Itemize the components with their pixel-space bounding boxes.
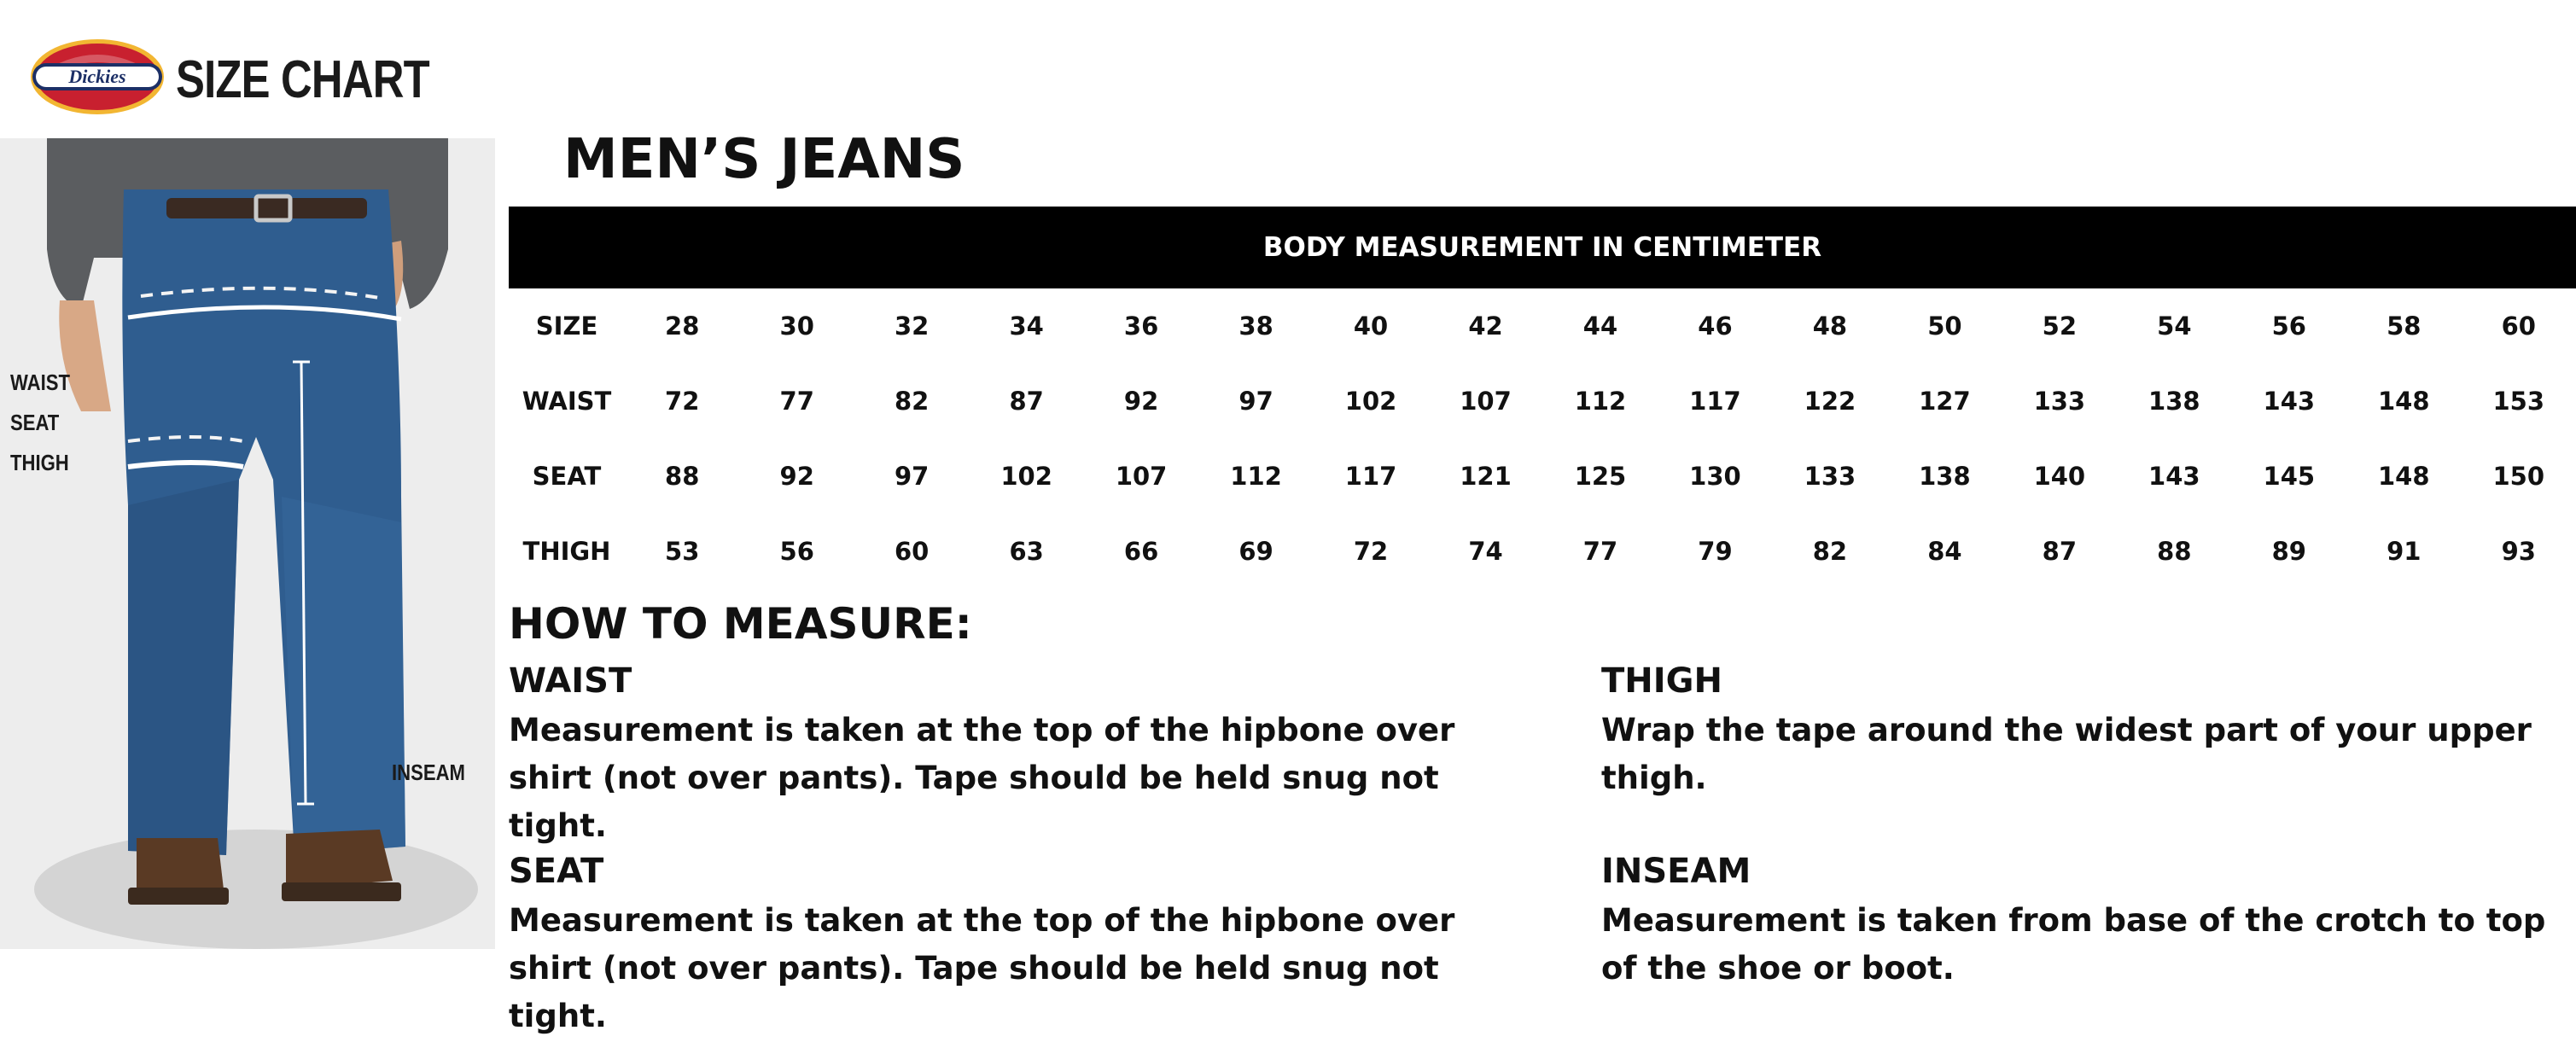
table-row: [509, 514, 2576, 589]
table-cell: 36: [1123, 311, 1159, 341]
table-cell: 88: [665, 462, 700, 491]
table-cell: 50: [1927, 311, 1962, 341]
table-header: BODY MEASUREMENT IN CENTIMETER: [509, 207, 2576, 288]
table-cell: 28: [665, 311, 700, 341]
dickies-logo-icon: [29, 38, 166, 116]
table-cell: 97: [894, 462, 930, 491]
table-cell: 117: [1344, 462, 1397, 491]
table-cell: 53: [665, 537, 700, 566]
table-cell: 107: [1460, 387, 1512, 416]
seat-heading: SEAT: [509, 852, 604, 891]
table-cell: 56: [2271, 311, 2306, 341]
table-cell: 40: [1353, 311, 1389, 341]
table-cell: 143: [2263, 387, 2316, 416]
table-cell: 133: [2033, 387, 2086, 416]
table-cell: 102: [1000, 462, 1052, 491]
seat-instructions: [509, 849, 1533, 1040]
inseam-text: Measurement is taken from base of the crotch to top of the shoe or boot.: [1601, 902, 2546, 987]
inseam-label: INSEAM: [392, 760, 465, 785]
table-cell: 148: [2377, 387, 2430, 416]
table-cell: 125: [1574, 462, 1627, 491]
table-cell: 60: [894, 537, 930, 566]
row-label: WAIST: [522, 387, 612, 416]
how-to-measure-title: HOW TO MEASURE:: [509, 599, 972, 649]
thigh-text: Wrap the tape around the widest part of your upper thigh.: [1601, 712, 2532, 796]
thigh-instructions: [1601, 659, 2576, 802]
row-label: SEAT: [532, 462, 602, 491]
table-cell: 102: [1344, 387, 1397, 416]
seat-text: Measurement is taken at the top of the hipbone over shirt (not over pants). Tape should be held snug not tight.: [509, 902, 1455, 1034]
table-cell: 117: [1689, 387, 1741, 416]
table-cell: 112: [1230, 462, 1282, 491]
table-cell: 74: [1468, 537, 1503, 566]
inseam-heading: INSEAM: [1601, 852, 1751, 891]
table-cell: 130: [1689, 462, 1741, 491]
table-cell: 77: [1582, 537, 1618, 566]
inseam-instructions: [1601, 849, 2576, 993]
table-cell: 34: [1009, 311, 1044, 341]
table-cell: 63: [1009, 537, 1044, 566]
waist-text: Measurement is taken at the top of the hipbone over shirt (not over pants). Tape should be held snug not tight.: [509, 712, 1455, 844]
table-cell: 48: [1812, 311, 1848, 341]
table-cell: 72: [665, 387, 700, 416]
size-table-grid: [509, 288, 2576, 589]
table-cell: 122: [1804, 387, 1856, 416]
seat-label: SEAT: [10, 410, 60, 435]
table-cell: 69: [1238, 537, 1273, 566]
table-cell: 138: [2148, 387, 2200, 416]
product-title: MEN’S JEANS: [563, 128, 965, 191]
table-cell: 145: [2263, 462, 2316, 491]
table-row: [509, 439, 2576, 514]
size-table: [509, 207, 2576, 589]
table-cell: 93: [2501, 537, 2536, 566]
table-cell: 82: [1812, 537, 1848, 566]
table-row: [509, 364, 2576, 439]
table-cell: 138: [1919, 462, 1971, 491]
table-cell: 54: [2157, 311, 2192, 341]
table-cell: 97: [1238, 387, 1273, 416]
table-cell: 46: [1698, 311, 1733, 341]
table-cell: 143: [2148, 462, 2200, 491]
table-cell: 44: [1582, 311, 1618, 341]
table-cell: 127: [1919, 387, 1971, 416]
table-cell: 60: [2501, 311, 2536, 341]
table-cell: 148: [2377, 462, 2430, 491]
table-cell: 107: [1115, 462, 1168, 491]
table-cell: 32: [894, 311, 930, 341]
table-cell: 112: [1574, 387, 1627, 416]
table-cell: 77: [779, 387, 814, 416]
thigh-heading: THIGH: [1601, 661, 1722, 701]
svg-text:Dickies: Dickies: [68, 66, 126, 87]
waist-heading: WAIST: [509, 661, 632, 701]
waist-label: WAIST: [10, 370, 70, 395]
table-cell: 87: [2042, 537, 2078, 566]
page-title: SIZE CHART: [176, 50, 429, 109]
row-label: SIZE: [535, 311, 598, 341]
table-cell: 92: [1123, 387, 1159, 416]
table-cell: 38: [1238, 311, 1273, 341]
table-cell: 30: [779, 311, 814, 341]
table-cell: 52: [2042, 311, 2078, 341]
table-cell: 66: [1123, 537, 1159, 566]
table-cell: 72: [1353, 537, 1389, 566]
waist-instructions: [509, 659, 1533, 850]
table-cell: 87: [1009, 387, 1044, 416]
table-cell: 121: [1460, 462, 1512, 491]
table-cell: 140: [2033, 462, 2086, 491]
table-cell: 150: [2492, 462, 2545, 491]
table-cell: 56: [779, 537, 814, 566]
table-cell: 58: [2387, 311, 2422, 341]
table-cell: 91: [2387, 537, 2422, 566]
jeans-model-photo: [0, 138, 495, 949]
table-cell: 84: [1927, 537, 1962, 566]
header: [0, 0, 2576, 137]
row-label: THIGH: [522, 537, 611, 566]
table-row: [509, 288, 2576, 364]
table-cell: 153: [2492, 387, 2545, 416]
table-cell: 89: [2271, 537, 2306, 566]
table-cell: 92: [779, 462, 814, 491]
table-cell: 88: [2157, 537, 2192, 566]
table-cell: 82: [894, 387, 930, 416]
thigh-label: THIGH: [10, 450, 69, 475]
table-cell: 42: [1468, 311, 1503, 341]
table-cell: 133: [1804, 462, 1856, 491]
table-cell: 79: [1698, 537, 1733, 566]
